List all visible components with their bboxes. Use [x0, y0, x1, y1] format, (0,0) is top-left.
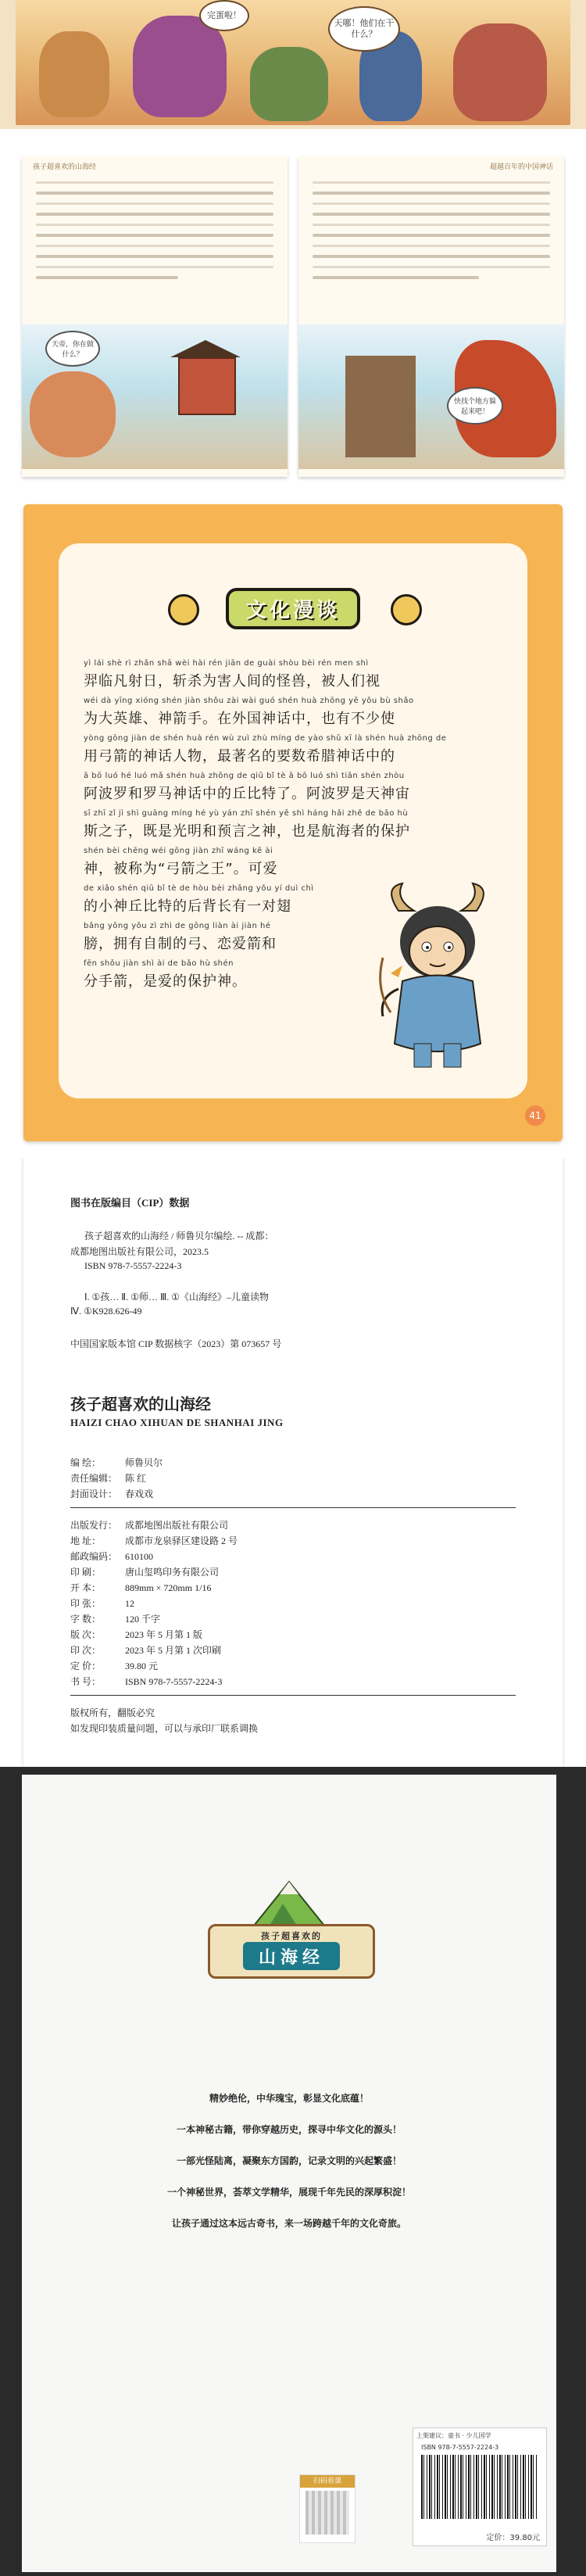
spec-row: 开 本： 889mm × 720mm 1/16: [70, 1582, 212, 1593]
isbn-text: ISBN 978-7-5557-2224-3: [421, 2444, 499, 2451]
top-spread-illustration: [0, 0, 586, 129]
spec-row: 印 次： 2023 年 5 月第 1 次印刷: [70, 1645, 222, 1656]
title-banner: [215, 586, 371, 630]
spec-row: 版 次： 2023 年 5 月第 1 版: [70, 1629, 203, 1640]
palace-roof: [170, 340, 241, 357]
cip-classification-1: Ⅰ. ①孩… Ⅱ. ①师… Ⅲ. ①《山海经》–儿童读物: [84, 1292, 269, 1302]
title-scroll: [208, 1924, 375, 1979]
page-number: 41: [525, 1105, 545, 1126]
blurb-line: 让孩子通过这本远古奇书，来一场跨越千年的文化奇旅。: [171, 2218, 406, 2229]
cip-entry: 孩子超喜欢的山海经 / 师鲁贝尔编绘. -- 成都：: [84, 1231, 274, 1241]
beast-figure: [133, 16, 227, 117]
pinyin-line: bǎng yōng yǒu zì zhì de gōng liàn ài jiàn hé: [84, 922, 271, 930]
text-line-2: [84, 697, 506, 726]
price-label: 定价：39.80元: [486, 2534, 540, 2542]
text-line-1: [84, 659, 506, 689]
creature-figure: [250, 47, 328, 121]
spec-row: 邮政编码： 610100: [70, 1551, 153, 1562]
hanzi-line: 斯之子，既是光明和预言之神，也是航海者的保护: [84, 823, 410, 840]
left-page: [22, 156, 288, 477]
right-running-head: 超越百年的中国神话: [489, 163, 553, 171]
left-page-scene: [22, 324, 288, 469]
culture-talk-page: [0, 489, 586, 1157]
credit-row: 封面设计： 春戏戏: [70, 1489, 154, 1499]
warrior-figure: [39, 31, 109, 117]
cip-number: 中国国家版本馆 CIP 数据核字（2023）第 073657 号: [70, 1338, 282, 1349]
child-figure: [453, 23, 547, 121]
pinyin-line: ā bō luó hé luó mǎ shén huà zhōng de qiū bǐ tè ā bō luó shì tiān shén zhòu: [84, 772, 405, 780]
barcode-icon: [421, 2455, 538, 2519]
hanzi-line: 用弓箭的神话人物，最著名的要数希腊神话中的: [84, 748, 395, 765]
spec-row: 地 址： 成都市龙泉驿区建设路 2 号: [70, 1535, 238, 1546]
battle-scene-illustration: [16, 0, 570, 125]
qr-label: 扫码看课: [300, 2475, 355, 2488]
pinyin-line: yòng gōng jiàn de shén huà rén wù zuì zhù míng de yào shǔ xī là shén huà zhōng de: [84, 734, 447, 743]
cip-entry-2: 成都地图出版社有限公司，2023.5: [70, 1246, 209, 1257]
hanzi-line: 阿波罗和罗马神话中的丘比特了。阿波罗是天神宙: [84, 786, 410, 802]
pinyin-line: fēn shǒu jiàn shì ài de bǎo hù shén: [84, 959, 234, 968]
reading-spread: [0, 149, 586, 489]
pinyin-line: sī zhī zǐ jì shì guāng míng hé yù yán zhī shén yě shì háng hǎi zhě de bǎo hù: [84, 809, 409, 818]
spec-row: 字 数： 120 千字: [70, 1614, 161, 1625]
speech-bubble-2: 完蛋啦！: [199, 0, 249, 31]
pinyin-line: de xiǎo shén qiū bǐ tè de hòu bèi zhǎng yǒu yí duì chì: [84, 884, 314, 893]
quality-notice: 如发现印装质量问题，可以与承印厂联系调换: [70, 1723, 259, 1734]
logo-subtitle: 孩子超喜欢的: [261, 1931, 322, 1941]
left-page-text: [36, 180, 273, 321]
credit-row: 编 绘： 师鲁贝尔: [70, 1457, 163, 1468]
cip-isbn: ISBN 978-7-5557-2224-3: [84, 1260, 182, 1271]
blurb-line: 一部光怪陆离，凝聚东方国韵，记录文明的兴起繁盛！: [176, 2155, 402, 2166]
palace-building: [178, 357, 236, 415]
series-logo: [202, 1880, 377, 2005]
cip-heading: 图书在版编目（CIP）数据: [70, 1197, 190, 1209]
pinyin-line: shén bèi chēng wéi gōng jiàn zhī wáng kě ài: [84, 847, 273, 855]
copyright-page: [0, 1157, 586, 1767]
logo-title: 山海经: [243, 1942, 340, 1970]
right-ornament: [391, 594, 422, 625]
pinyin-line: yì lái shè rì zhǎn shā wèi hài rén jiān de guài shòu bèi rén men shì: [84, 659, 369, 668]
hanzi-line: 神，被称为“弓箭之王”。可爱: [84, 861, 278, 877]
text-line-4: [84, 772, 506, 801]
qr-code-icon: [306, 2491, 349, 2535]
book-title-pinyin: HAIZI CHAO XIHUAN DE SHANHAI JING: [70, 1417, 284, 1428]
book-title: 孩子超喜欢的山海经: [70, 1396, 211, 1413]
mountain-icon: [250, 1880, 328, 1927]
spec-row: 印 张： 12: [70, 1598, 134, 1609]
blurb-line: 精妙绝伦，中华瑰宝，彰显文化底蕴！: [209, 2093, 369, 2104]
orange-page-background: [23, 504, 563, 1141]
divider: [70, 1507, 516, 1508]
rights-notice: 版权所有，翻版必究: [70, 1707, 155, 1718]
hero-face-figure: [30, 371, 116, 457]
text-line-3: [84, 734, 506, 764]
spec-row: 印 刷： 唐山玺鸣印务有限公司: [70, 1567, 220, 1578]
right-page-scene: [298, 324, 564, 469]
right-page-text: [313, 180, 550, 321]
spec-row: 出版发行： 成都地图出版社有限公司: [70, 1520, 229, 1531]
page-title: 文化漫谈: [226, 588, 360, 629]
spec-row: 书 号： ISBN 978-7-5557-2224-3: [70, 1676, 223, 1687]
left-speech-bubble: 天帝，你在做什么？: [45, 331, 100, 367]
hanzi-line: 羿临凡射日，斩杀为害人间的怪兽，被人们视: [84, 673, 381, 690]
gateway-figure: [345, 356, 416, 457]
isbn-box: [413, 2427, 547, 2546]
back-cover: [0, 1767, 586, 2576]
hanzi-line: 分手箭，是爱的保护神。: [84, 973, 247, 990]
content-card: [59, 543, 527, 1098]
back-cover-sheet: [22, 1775, 556, 2572]
hanzi-line: 为大英雄、神箭手。在外国神话中，也有不少使: [84, 711, 395, 727]
credit-row: 责任编辑： 陈 红: [70, 1473, 147, 1484]
text-line-6: [84, 847, 506, 876]
horned-hunter-illustration: [367, 880, 508, 1075]
left-ornament: [168, 594, 199, 625]
blurb-line: 一个神秘世界，荟萃文学精华，展现千年先民的深厚积淀！: [166, 2187, 411, 2198]
hanzi-line: 膀，拥有自制的弓、恋爱箭和: [84, 936, 277, 952]
shelf-suggestion: 上架建议：童书 · 少儿国学: [416, 2432, 491, 2439]
qr-code-box[interactable]: [299, 2474, 356, 2543]
right-page: [298, 156, 564, 477]
hanzi-line: 的小神丘比特的后背长有一对翅: [84, 898, 291, 915]
blurb-line: 一本神秘古籍，带你穿越历史，探寻中华文化的源头！: [176, 2124, 402, 2135]
left-running-head: 孩子超喜欢的山海经: [33, 163, 97, 171]
cip-classification-2: Ⅳ. ①K928.626-49: [70, 1306, 142, 1317]
pinyin-line: wéi dà yīng xióng shén jiàn shǒu zài wài guó shén huà zhōng yě yǒu bù shǎo: [84, 697, 414, 705]
spec-row: 定 价： 39.80 元: [70, 1661, 159, 1671]
speech-bubble-1: 天哪！他们在干什么？: [328, 6, 400, 52]
right-speech-bubble: 快找个地方躲起来吧！: [447, 387, 503, 425]
cip-sheet: [23, 1157, 563, 1767]
text-line-5: [84, 809, 506, 839]
divider: [70, 1695, 516, 1696]
